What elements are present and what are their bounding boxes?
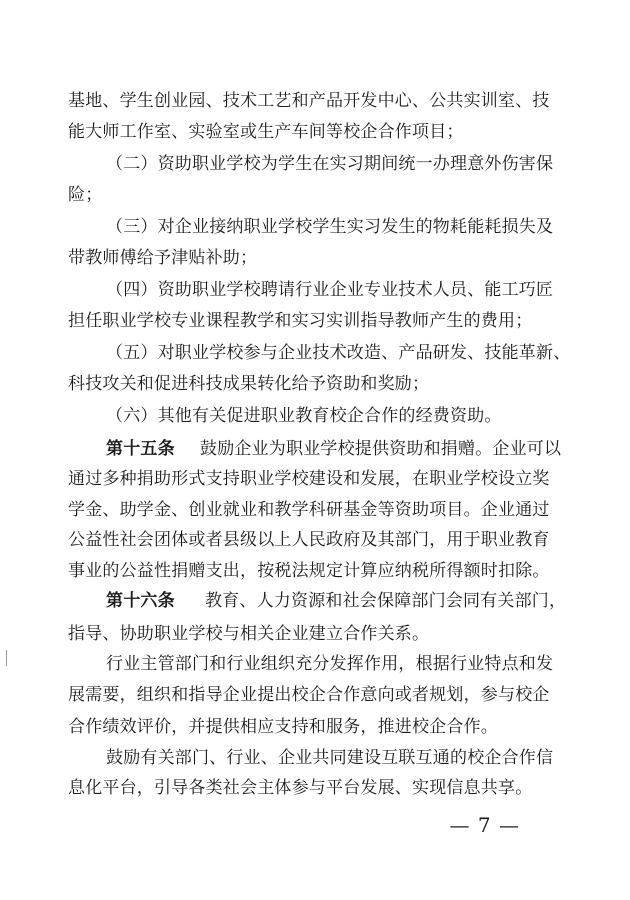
text-line: [0, 86, 630, 116]
text-segment: 担任职业学校专业课程教学和实习实训指导教师产生的费用；: [68, 310, 533, 331]
text-segment: 合作绩效评价，并提供相应支持和服务，推进校企合作。: [68, 717, 498, 737]
text-line: [0, 680, 630, 710]
text-line: [0, 369, 630, 399]
text-line: [0, 619, 630, 649]
text-segment: 指导、协助职业学校与相关企业建立合作关系。: [68, 623, 430, 644]
text-segment: 息化平台，引导各类社会主体参与平台发展、实现信息共享。: [68, 778, 533, 798]
article-line: [0, 586, 630, 616]
text-segment: （二）资助职业学校为学生在实习期间统一办理意外伤害保: [106, 154, 554, 174]
text-segment: （三）对企业接纳职业学校学生实习发生的物耗能耗损失及: [106, 217, 554, 237]
text-segment: 通过多种捐助形式支持职业学校建设和发展，在职业学校设立奖: [68, 469, 550, 489]
text-segment: 教育、人力资源和社会保障部门会同有关部门，: [205, 591, 567, 611]
text-segment: 展需要，组织和指导企业提出校企合作意向或者规划，参与校企: [68, 684, 550, 705]
article-heading: 第十五条: [106, 438, 175, 459]
text-line: [0, 712, 630, 742]
text-line: [0, 243, 630, 273]
text-segment: 科技攻关和促进科技成果转化给予资助和奖励；: [68, 373, 430, 394]
text-line: [0, 495, 630, 525]
text-segment: 基地、学生创业园、技术工艺和产品开发中心、公共实训室、技: [68, 91, 550, 111]
text-line: [0, 338, 630, 368]
text-line: [0, 649, 630, 679]
text-segment: （四）资助职业学校聘请行业企业专业技术人员、能工巧匠: [106, 280, 554, 300]
text-segment: 公益性社会团体或者县级以上人民政府及其部门，用于职业教育: [68, 530, 550, 550]
text-line: [0, 117, 630, 147]
text-segment: 事业的公益性捐赠支出，按税法规定计算应纳税所得额时扣除。: [68, 560, 550, 581]
text-segment: 学金、助学金、创业就业和教学科研基金等资助项目。企业通过: [68, 499, 550, 520]
text-line: [0, 773, 630, 803]
text-line: [0, 180, 630, 210]
text-line: [0, 464, 630, 494]
text-line: [0, 525, 630, 555]
text-segment: 带教师傅给予津贴补助；: [68, 247, 258, 268]
text-line: [0, 275, 630, 305]
text-line: [0, 149, 630, 179]
text-segment: 鼓励有关部门、行业、企业共同建设互联互通的校企合作信: [106, 747, 554, 768]
article-line: [0, 434, 630, 464]
text-line: [0, 306, 630, 336]
text-line: [0, 401, 630, 431]
text-segment: 行业主管部门和行业组织充分发挥作用，根据行业特点和发: [106, 654, 554, 674]
text-segment: （五）对职业学校参与企业技术改造、产品研发、技能革新、: [106, 343, 571, 363]
text-line: [0, 743, 630, 773]
text-segment: 能大师工作室、实验室或生产车间等校企合作项目；: [68, 121, 464, 142]
text-line: [0, 212, 630, 242]
text-segment: 险；: [68, 184, 103, 205]
page-number: — 7 —: [449, 812, 520, 837]
text-segment: 鼓励企业为职业学校提供资助和捐赠。企业可以: [200, 438, 562, 459]
text-segment: （六）其他有关促进职业教育校企合作的经费资助。: [106, 406, 502, 426]
text-line: [0, 556, 630, 586]
article-heading: 第十六条: [106, 591, 175, 611]
